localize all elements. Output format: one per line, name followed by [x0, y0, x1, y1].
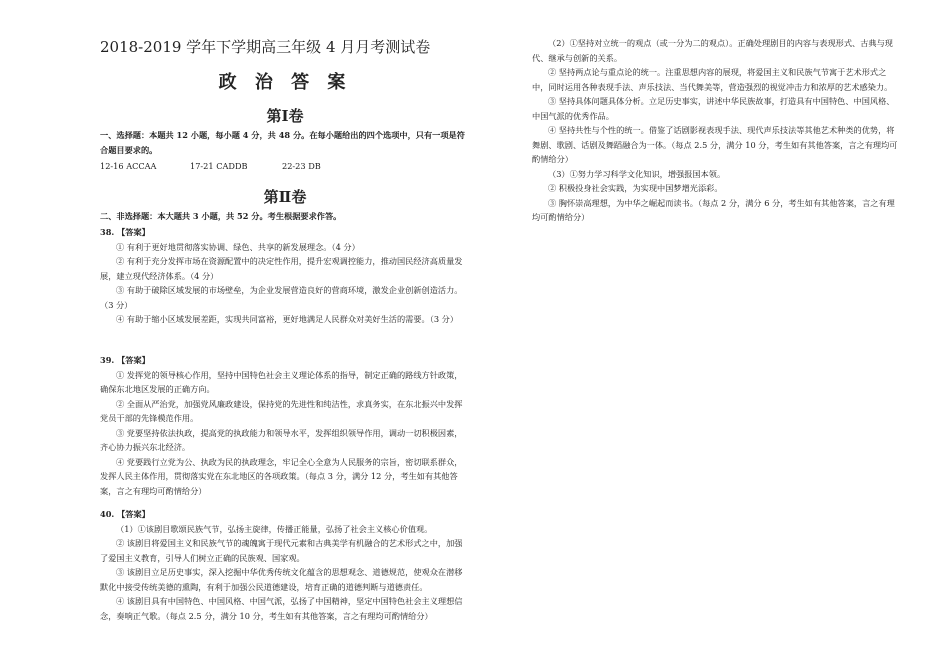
q39-point: ① 发挥党的领导核心作用，坚持中国特色社会主义理论体系的指导，制定正确的路线方针政策，确保东北地区发展的正确方向。	[100, 369, 463, 394]
q40-part2-point: ④ 坚持共性与个性的统一。借鉴了话剧影视表现手法、现代声乐技法等其他艺术种类的优势，将舞剧、歌剧、话剧及舞蹈融合为一体。（每点 2.5 分，满分 10 分，考生如有其他答案，言之有理均可酌情给分）	[532, 125, 898, 164]
q39-heading: 39. 【答案】	[100, 355, 150, 365]
mc-answer-group: 22-23 DB	[282, 161, 321, 171]
exam-title: 2018-2019 学年下学期高三年级 4 月月考测试卷	[100, 38, 431, 56]
mc-answers-row	[100, 161, 470, 171]
q40-part3-point: ③ 胸怀崇高理想，为中华之崛起而读书。（每点 2 分，满分 6 分，考生如有其他答案，言之有理均可酌情给分）	[532, 197, 895, 222]
q40-part2-point: ③ 坚持具体问题具体分析。立足历史事实，讲述中华民族故事，打造具有中国特色、中国风格、中国气派的优秀作品。	[532, 96, 895, 121]
q40-point: （1）①该剧目歌颂民族气节，弘扬主旋律，传播正能量，弘扬了社会主义核心价值观。	[116, 523, 433, 534]
q40-point: ④ 该剧目具有中国特色、中国风格、中国气派，弘扬了中国精神，坚定中国特色社会主义理想信念，奏响正气歌。（每点 2.5 分，满分 10 分，考生如有其他答案，言之有理均可酌情给分）	[100, 596, 463, 621]
part1-section	[100, 128, 470, 171]
question-39	[100, 353, 470, 498]
q39-point: ④ 党要践行立党为公、执政为民的执政理念，牢记全心全意为人民服务的宗旨，密切联系群众，发挥人民主体作用，贯彻落实党在东北地区的各项政策。（每点 3 分，满分 12 分，考生如有其他答案，言之有理均可酌情给分）	[100, 456, 463, 496]
q38-point: ③ 有助于破除区域发展的市场壁垒，为企业发展营造良好的营商环境，激发企业创新创造活力。（3 分）	[100, 285, 463, 310]
q40-part3-point: ② 积极投身社会实践，为实现中国梦增光添彩。	[548, 183, 723, 193]
q40-point: ③ 该剧目立足历史事实，深入挖掘中华优秀传统文化蕴含的思想观念、道德规范，使观众在潜移默化中接受传统美德的熏陶，有利于加强公民道德建设，培育正确的道德判断与道德责任。	[100, 567, 463, 592]
q38-heading: 38. 【答案】	[100, 227, 150, 237]
q40-part3-point: （3）①努力学习科学文化知识，增强报国本领。	[548, 168, 726, 179]
q39-point: ② 全面从严治党，加强党风廉政建设，保持党的先进性和纯洁性，求真务实，在东北振兴中发挥党员干部的先锋模范作用。	[100, 398, 463, 423]
question-40-continued	[532, 36, 900, 225]
q38-point: ① 有利于更好地贯彻落实协调、绿色、共享的新发展理念。（4 分）	[116, 241, 360, 252]
part2-title: 第Ⅱ卷	[263, 188, 307, 206]
document-title: 政 治 答 案	[218, 72, 352, 93]
question-40	[100, 507, 470, 623]
q40-part2-point: （2）①坚持对立统一的观点（或一分为二的观点）。正确处理剧目的内容与表现形式、古典与现代、继承与创新的关系。	[532, 38, 893, 63]
q40-point: ② 该剧目将爱国主义和民族气节的魂魄寓于现代元素和古典美学有机融合的艺术形式之中，加强了爱国主义教育，引导人们树立正确的民族观、国家观。	[100, 538, 463, 563]
q40-heading: 40. 【答案】	[100, 509, 150, 519]
question-38	[100, 225, 470, 327]
q38-point: ② 有利于充分发挥市场在资源配置中的决定性作用，提升宏观调控能力，推动国民经济高质量发展，建立现代经济体系。（4 分）	[100, 256, 463, 281]
part2-instructions: 二、非选择题：本大题共 3 小题，共 52 分。考生根据要求作答。	[100, 211, 342, 221]
mc-answer-group: 17-21 CADDB	[190, 161, 248, 171]
part1-title: 第Ⅰ卷	[266, 107, 304, 125]
part1-instructions: 一、选择题：本题共 12 小题，每小题 4 分，共 48 分。在每小题给出的四个选项中，只有一项是符合题目要求的。	[100, 130, 465, 155]
q40-part2-point: ② 坚持两点论与重点论的统一。注重思想内容的展现，将爱国主义和民族气节寓于艺术形式之中，同时运用各种表现手法、声乐技法、当代舞美等，营造强烈的视觉冲击力和浓厚的艺术感染力。	[532, 67, 893, 92]
mc-answer-group: 12-16 ACCAA	[100, 161, 157, 171]
part2-section	[100, 209, 470, 224]
q39-point: ③ 党要坚持依法执政，提高党的执政能力和领导水平，发挥组织领导作用，调动一切积极因素，齐心协力振兴东北经济。	[100, 427, 463, 452]
q38-point: ④ 有助于缩小区域发展差距，实现共同富裕，更好地满足人民群众对美好生活的需要。（3 分）	[116, 314, 459, 324]
